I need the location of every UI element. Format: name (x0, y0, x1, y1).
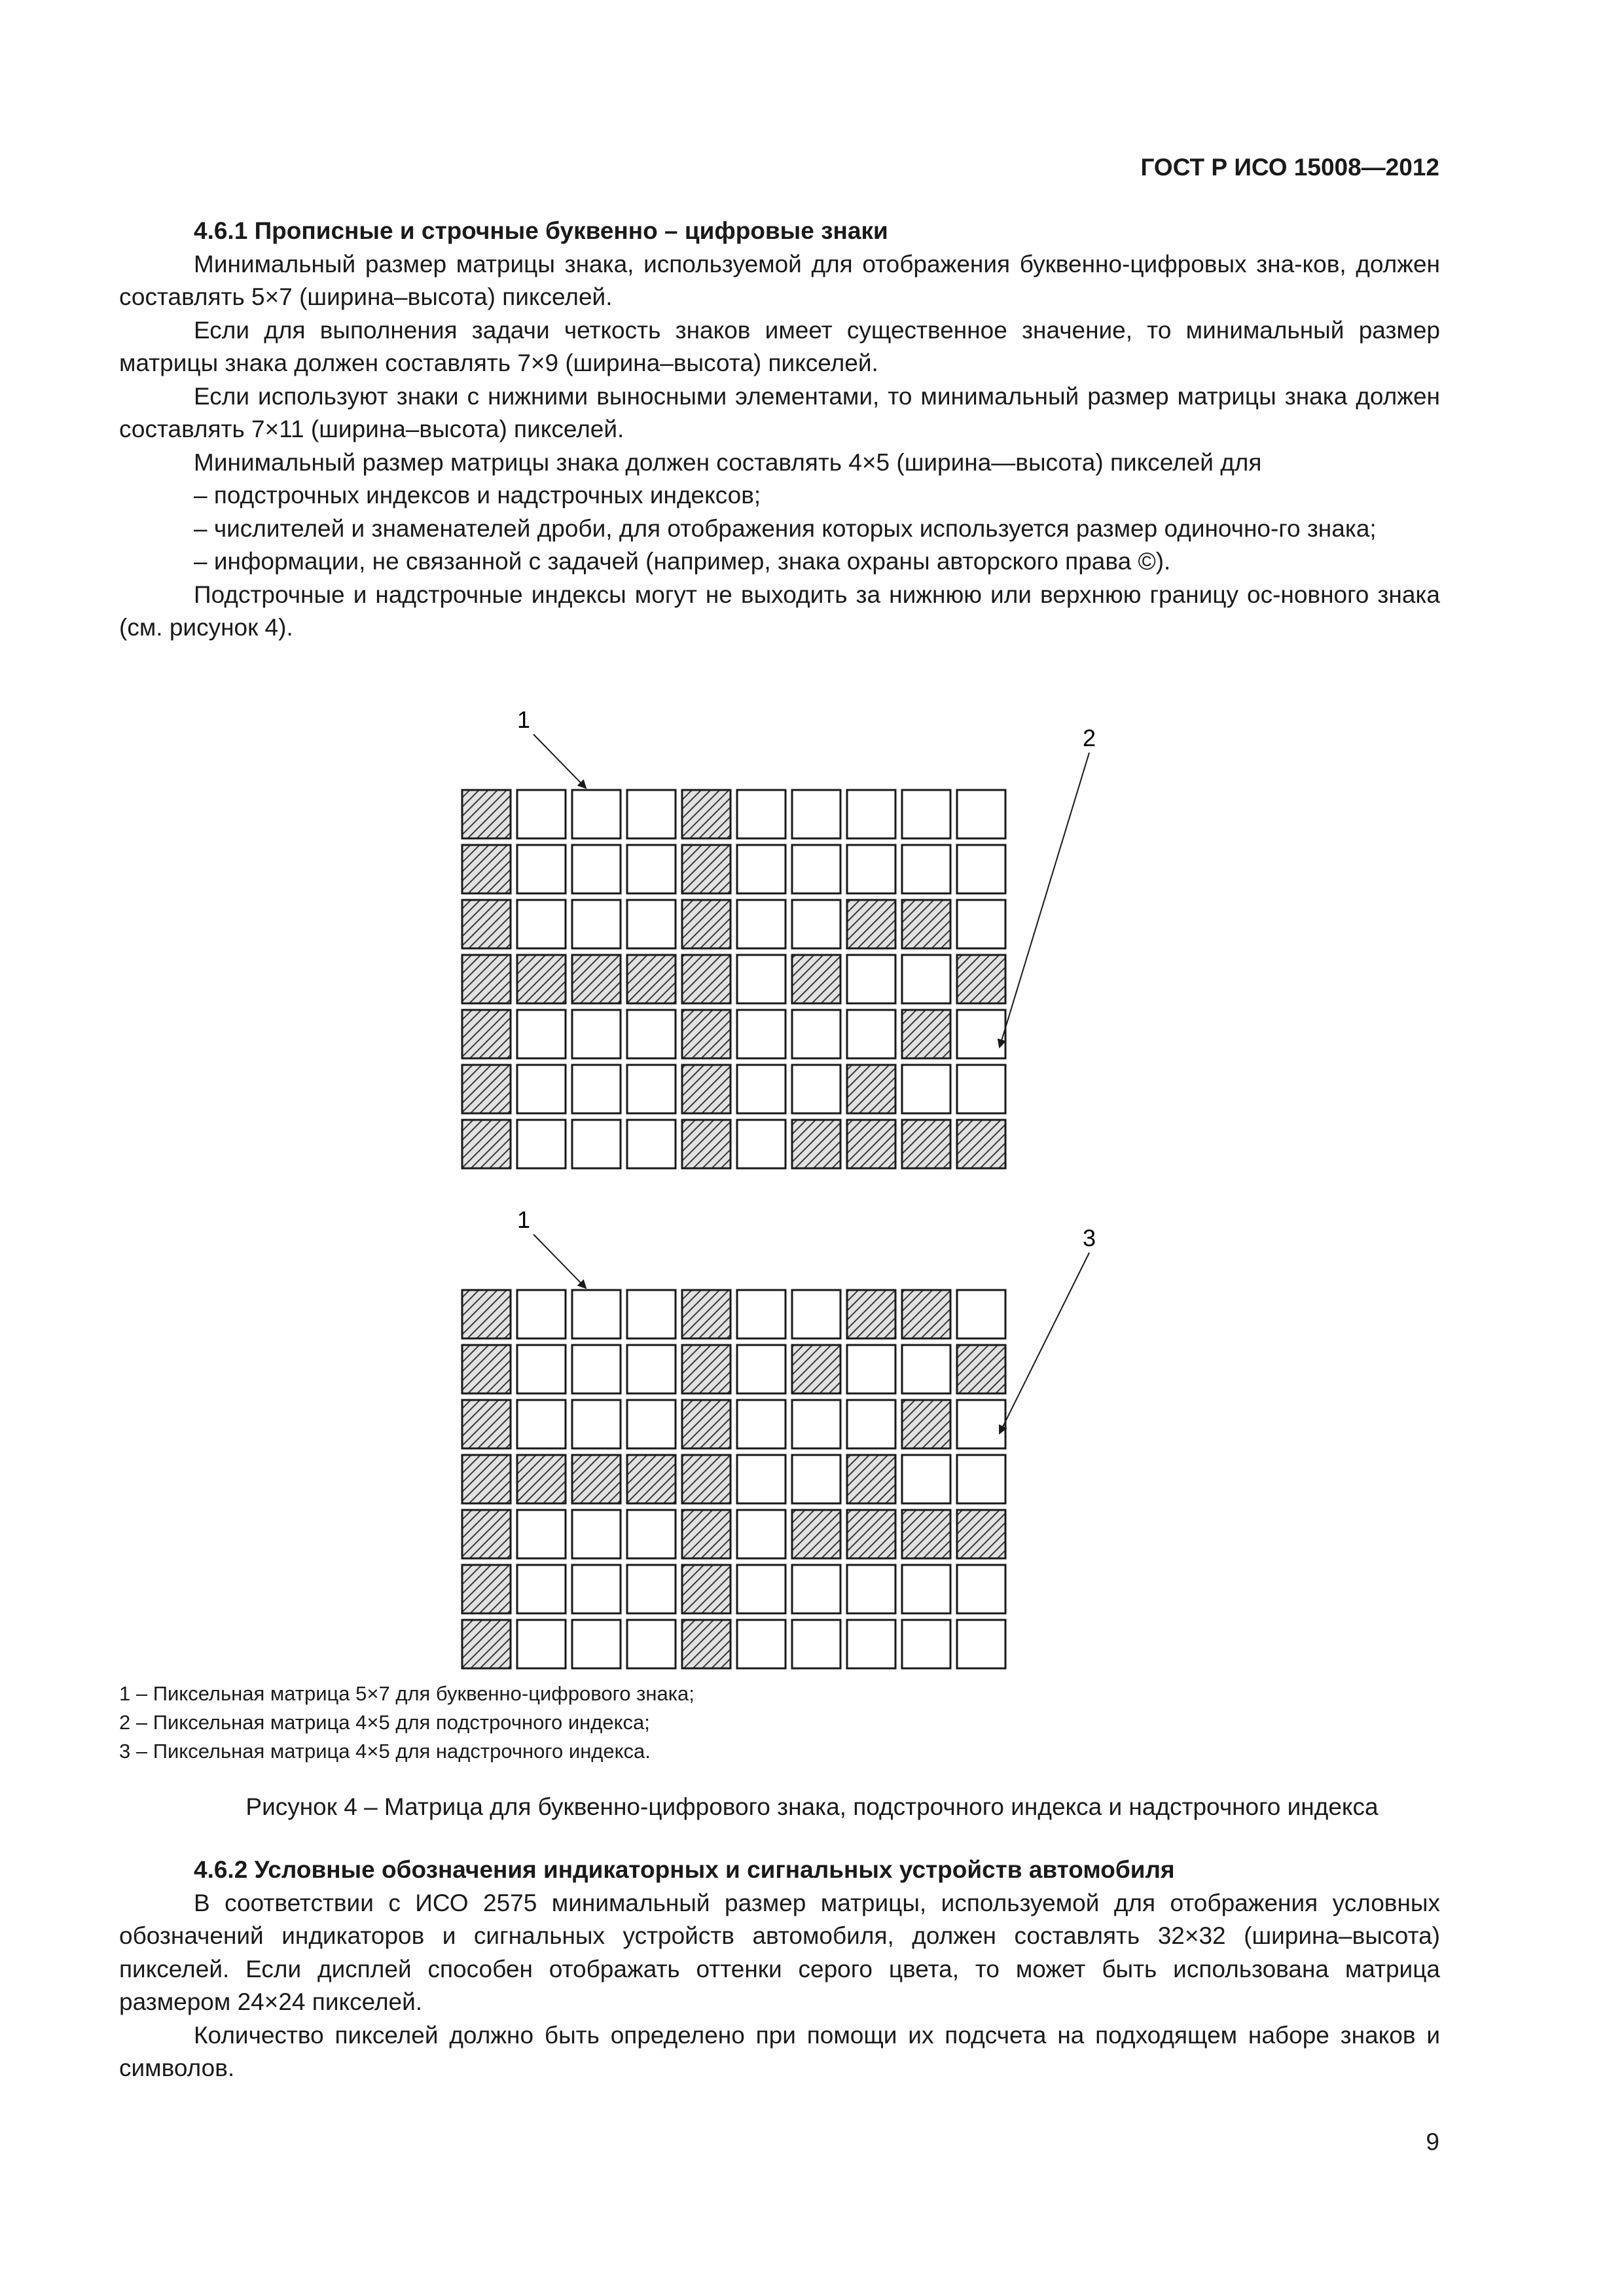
pixel-filled (572, 1455, 621, 1503)
pixel-empty (627, 900, 676, 948)
pixel-filled (792, 955, 840, 1003)
pixel-empty (517, 1290, 566, 1338)
pixel-filled (517, 1455, 566, 1503)
pixel-empty (957, 1455, 1005, 1503)
pixel-empty (572, 845, 621, 893)
pixel-empty (957, 790, 1005, 838)
section-heading: 4.6.1 Прописные и строчные буквенно – цифровые знаки (194, 217, 888, 244)
pixel-empty (627, 1620, 676, 1668)
paragraph: Если для выполнения задачи четкость знаков имеет существенное значение, то минимальный размер матрицы знака должен составлять 7×9 (ширина–высота) пикселей. (119, 316, 1440, 376)
pixel-filled (682, 900, 731, 948)
pixel-filled (627, 955, 676, 1003)
pixel-empty (902, 1565, 950, 1613)
pixel-empty (737, 955, 785, 1003)
list-item: – информации, не связанной с задачей (например, знака охраны авторского права ©). (194, 548, 1171, 575)
section-heading: 4.6.2 Условные обозначения индикаторных и сигнальных устройств автомобиля (194, 1856, 1175, 1883)
pixel-empty (957, 1065, 1005, 1113)
pixel-empty (737, 1510, 785, 1558)
paragraph: Минимальный размер матрицы знака, используемой для отображения буквенно-цифровых зна-ков, должен составлять 5×7 (ширина–высота) пикселей. (119, 250, 1440, 310)
pixel-filled (792, 1345, 840, 1393)
pixel-empty (572, 1010, 621, 1058)
pixel-filled (462, 790, 511, 838)
pixel-empty (957, 1010, 1005, 1058)
pixel-filled (627, 1455, 676, 1503)
document-code: ГОСТ Р ИСО 15008—2012 (1140, 154, 1439, 181)
pixel-empty (847, 790, 895, 838)
pixel-matrix-top (462, 790, 1005, 1168)
pixel-empty (627, 1290, 676, 1338)
pixel-empty (847, 845, 895, 893)
pixel-empty (737, 1345, 785, 1393)
pixel-filled (957, 955, 1005, 1003)
pixel-empty (627, 1065, 676, 1113)
pixel-empty (792, 1455, 840, 1503)
pixel-filled (847, 1455, 895, 1503)
pixel-filled (682, 1120, 731, 1168)
figure-caption: Рисунок 4 – Матрица для буквенно-цифрового знака, подстрочного индекса и надстрочного индекса (245, 1793, 1379, 1820)
pixel-filled (462, 1455, 511, 1503)
pixel-empty (847, 1400, 895, 1448)
pixel-empty (792, 1565, 840, 1613)
list-item: – числителей и знаменателей дроби, для отображения которых используется размер одиночно-го знака; (194, 514, 1377, 542)
pixel-filled (462, 955, 511, 1003)
pixel-matrix-bottom (462, 1290, 1005, 1668)
pixel-filled (957, 1510, 1005, 1558)
pixel-empty (792, 1400, 840, 1448)
pixel-filled (957, 1120, 1005, 1168)
pixel-empty (902, 1065, 950, 1113)
pixel-empty (957, 1565, 1005, 1613)
callout-arrow (1000, 1253, 1089, 1433)
pixel-empty (627, 1565, 676, 1613)
paragraph: В соответствии с ИСО 2575 минимальный размер матрицы, используемой для отображения условных обозначений индикаторов и сигнальных устройств автомобиля, должен составлять 32×32 (ширина–высота) пикселей. Если дисплей способен отображать оттенки серого цвета, то может быть использована матрица размером 24×24 пикселей. (119, 1889, 1440, 2015)
pixel-filled (847, 1290, 895, 1338)
pixel-filled (682, 845, 731, 893)
pixel-empty (792, 1620, 840, 1668)
pixel-empty (957, 900, 1005, 948)
page-number: 9 (1426, 2128, 1439, 2155)
pixel-filled (682, 1565, 731, 1613)
pixel-empty (847, 955, 895, 1003)
pixel-empty (957, 845, 1005, 893)
pixel-filled (462, 900, 511, 948)
paragraph: Количество пикселей должно быть определено при помощи их подсчета на подходящем наборе знаков и символов. (119, 2021, 1440, 2081)
pixel-empty (847, 1620, 895, 1668)
pixel-filled (847, 1120, 895, 1168)
pixel-empty (572, 1510, 621, 1558)
pixel-empty (847, 1345, 895, 1393)
pixel-filled (682, 790, 731, 838)
pixel-filled (902, 1400, 950, 1448)
pixel-filled (572, 955, 621, 1003)
pixel-filled (682, 1290, 731, 1338)
pixel-filled (682, 1455, 731, 1503)
pixel-empty (517, 1120, 566, 1168)
pixel-empty (902, 790, 950, 838)
pixel-empty (737, 845, 785, 893)
pixel-filled (957, 1345, 1005, 1393)
pixel-empty (572, 1620, 621, 1668)
pixel-empty (902, 1620, 950, 1668)
pixel-empty (627, 845, 676, 893)
pixel-filled (682, 1620, 731, 1668)
pixel-filled (462, 1120, 511, 1168)
pixel-filled (902, 900, 950, 948)
pixel-empty (792, 900, 840, 948)
pixel-filled (792, 1510, 840, 1558)
pixel-filled (682, 1510, 731, 1558)
pixel-empty (847, 1010, 895, 1058)
callout-label: 3 (1082, 1225, 1096, 1251)
callout-arrow (533, 734, 586, 788)
pixel-empty (737, 1120, 785, 1168)
pixel-empty (792, 845, 840, 893)
pixel-filled (902, 1510, 950, 1558)
pixel-filled (792, 1120, 840, 1168)
pixel-empty (572, 1065, 621, 1113)
pixel-empty (572, 900, 621, 948)
pixel-empty (517, 1565, 566, 1613)
list-item: – подстрочных индексов и надстрочных индексов; (194, 482, 761, 509)
paragraph: Подстрочные и надстрочные индексы могут не выходить за нижнюю или верхнюю границу ос-новного знака (см. рисунок 4). (119, 581, 1440, 641)
pixel-empty (902, 955, 950, 1003)
pixel-filled (902, 1010, 950, 1058)
pixel-empty (737, 1455, 785, 1503)
pixel-empty (517, 1400, 566, 1448)
callout-arrow (1000, 753, 1089, 1047)
pixel-empty (957, 1290, 1005, 1338)
pixel-filled (682, 1400, 731, 1448)
pixel-empty (792, 1065, 840, 1113)
figure-legend (119, 1679, 695, 1766)
legend-item: 2 – Пиксельная матрица 4×5 для подстрочного индекса; (119, 1711, 650, 1734)
pixel-empty (627, 1345, 676, 1393)
pixel-empty (572, 1565, 621, 1613)
pixel-filled (847, 900, 895, 948)
pixel-empty (627, 1510, 676, 1558)
callout-label: 1 (516, 1206, 531, 1233)
pixel-empty (902, 845, 950, 893)
pixel-empty (517, 1010, 566, 1058)
pixel-empty (517, 1345, 566, 1393)
pixel-filled (462, 1290, 511, 1338)
pixel-empty (737, 1620, 785, 1668)
pixel-empty (517, 1620, 566, 1668)
paragraph: Если используют знаки с нижними выносными элементами, то минимальный размер матрицы знака должен составлять 7×11 (ширина–высота) пикселей. (119, 382, 1440, 442)
pixel-filled (462, 1565, 511, 1613)
legend-item: 3 – Пиксельная матрица 4×5 для надстрочного индекса. (119, 1740, 651, 1763)
pixel-empty (737, 1400, 785, 1448)
pixel-empty (737, 1010, 785, 1058)
callout-label: 1 (516, 706, 531, 733)
pixel-empty (517, 1065, 566, 1113)
pixel-filled (462, 1010, 511, 1058)
pixel-empty (517, 790, 566, 838)
pixel-filled (682, 1010, 731, 1058)
pixel-filled (462, 1345, 511, 1393)
pixel-empty (572, 1290, 621, 1338)
pixel-empty (572, 1120, 621, 1168)
callout-label: 2 (1082, 725, 1096, 751)
pixel-empty (627, 1120, 676, 1168)
pixel-empty (627, 790, 676, 838)
pixel-filled (462, 845, 511, 893)
pixel-empty (737, 1565, 785, 1613)
pixel-filled (682, 955, 731, 1003)
pixel-empty (737, 1065, 785, 1113)
pixel-empty (517, 845, 566, 893)
pixel-empty (792, 790, 840, 838)
pixel-empty (572, 790, 621, 838)
pixel-filled (517, 955, 566, 1003)
pixel-filled (847, 1065, 895, 1113)
pixel-filled (902, 1120, 950, 1168)
pixel-empty (572, 1345, 621, 1393)
pixel-empty (517, 1510, 566, 1558)
pixel-filled (462, 1400, 511, 1448)
pixel-empty (517, 900, 566, 948)
pixel-empty (957, 1400, 1005, 1448)
legend-item: 1 – Пиксельная матрица 5×7 для буквенно-цифрового знака; (119, 1682, 695, 1705)
pixel-empty (957, 1620, 1005, 1668)
pixel-empty (737, 900, 785, 948)
pixel-empty (902, 1455, 950, 1503)
pixel-empty (572, 1400, 621, 1448)
callout-arrow (533, 1234, 586, 1288)
section-4-6-2 (119, 1854, 1440, 2085)
pixel-filled (902, 1290, 950, 1338)
pixel-filled (462, 1510, 511, 1558)
pixel-filled (462, 1620, 511, 1668)
pixel-empty (627, 1400, 676, 1448)
pixel-empty (792, 1290, 840, 1338)
pixel-filled (682, 1065, 731, 1113)
pixel-filled (847, 1510, 895, 1558)
pixel-empty (627, 1010, 676, 1058)
pixel-empty (847, 1565, 895, 1613)
pixel-filled (462, 1065, 511, 1113)
pixel-filled (682, 1345, 731, 1393)
pixel-empty (737, 1290, 785, 1338)
pixel-empty (792, 1010, 840, 1058)
paragraph: Минимальный размер матрицы знака должен составлять 4×5 (ширина—высота) пикселей для (194, 448, 1262, 476)
pixel-empty (902, 1345, 950, 1393)
pixel-empty (737, 790, 785, 838)
